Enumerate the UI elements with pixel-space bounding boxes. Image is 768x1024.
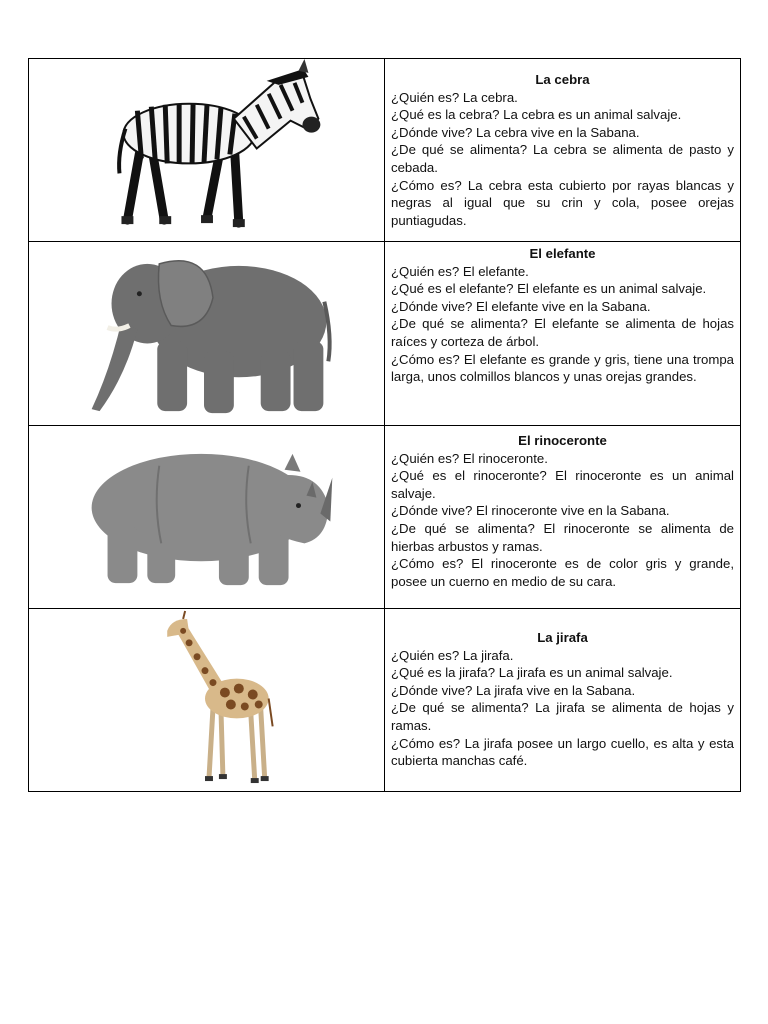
animal-row-elephant	[29, 242, 741, 426]
rhinoceros-line: ¿De qué se alimenta? El rinoceronte se alimenta de hierbas arbustos y ramas.	[391, 520, 734, 554]
elephant-text-cell	[385, 242, 741, 426]
zebra-line: ¿Dónde vive? La cebra vive en la Sabana.	[391, 124, 640, 140]
giraffe-line: ¿Qué es la jirafa? La jirafa es un animal salvaje.	[391, 665, 673, 681]
animal-table	[28, 58, 741, 792]
giraffe-image	[29, 609, 384, 791]
giraffe-line: ¿De qué se alimenta? La jirafa se alimenta de hojas y ramas.	[391, 700, 734, 733]
zebra-image-cell	[29, 59, 385, 242]
rhinoceros-text-cell	[385, 426, 741, 609]
rhinoceros-line: ¿Qué es el rinoceronte? El rinoceronte es un animal salvaje.	[391, 468, 734, 501]
giraffe-line: ¿Quién es? La jirafa.	[391, 647, 514, 663]
rhinoceros-image-cell	[29, 426, 385, 609]
elephant-line: ¿Qué es el elefante? El elefante es un animal salvaje.	[391, 281, 707, 297]
zebra-line: ¿Quién es? La cebra.	[391, 89, 518, 105]
elephant-image	[29, 242, 384, 425]
zebra-line: ¿Cómo es? La cebra esta cubierto por rayas blancas y negras al igual que su crin y cola, posee orejas puntiagudas.	[391, 177, 734, 228]
rhinoceros-line: ¿Cómo es? El rinoceronte es de color gris y grande, posee un cuerno en medio de su cara.	[391, 556, 734, 589]
elephant-line: ¿Cómo es? El elefante es grande y gris, tiene una trompa larga, unos colmillos blancos y unas orejas grandes.	[391, 351, 734, 385]
elephant-line: ¿De qué se alimenta? El elefante se alimenta de hojas raíces y corteza de árbol.	[391, 316, 734, 349]
giraffe-text-cell	[385, 609, 741, 792]
animal-row-zebra	[29, 59, 741, 242]
giraffe-line: ¿Dónde vive? La jirafa vive en la Sabana.	[391, 682, 636, 698]
giraffe-line: ¿Cómo es? La jirafa posee un largo cuello, es alta y esta cubierta manchas café.	[391, 735, 734, 769]
zebra-line: ¿De qué se alimenta? La cebra se alimenta de pasto y cebada.	[391, 142, 734, 175]
giraffe-image-cell	[29, 609, 385, 792]
elephant-line: ¿Dónde vive? El elefante vive en la Sabana.	[391, 298, 651, 314]
elephant-line: ¿Quién es? El elefante.	[391, 263, 529, 279]
elephant-image-cell	[29, 242, 385, 426]
rhinoceros-image	[29, 426, 384, 608]
zebra-text-cell	[385, 59, 741, 242]
zebra-image	[29, 59, 384, 241]
rhinoceros-title: El rinoceronte	[518, 433, 607, 448]
worksheet	[28, 58, 741, 792]
giraffe-title: La jirafa	[537, 630, 588, 645]
zebra-line: ¿Qué es la cebra? La cebra es un animal salvaje.	[391, 107, 682, 123]
rhinoceros-line: ¿Quién es? El rinoceronte.	[391, 450, 548, 466]
zebra-title: La cebra	[535, 72, 590, 87]
rhinoceros-line: ¿Dónde vive? El rinoceronte vive en la Sabana.	[391, 503, 670, 519]
elephant-title: El elefante	[529, 246, 596, 261]
animal-row-rhinoceros	[29, 426, 741, 609]
animal-row-giraffe	[29, 609, 741, 792]
